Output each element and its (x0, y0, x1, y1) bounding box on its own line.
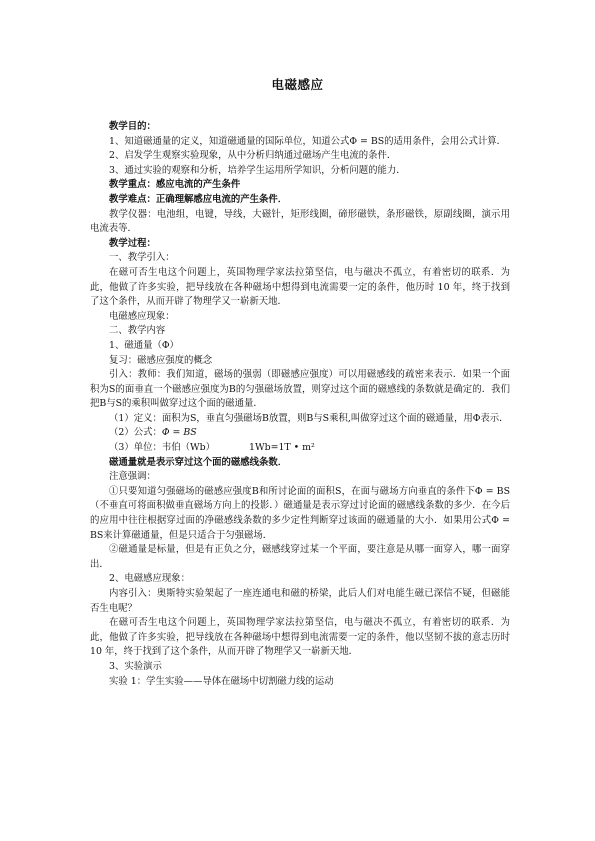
flux-summary: 磁通量就是表示穿过这个面的磁感线条数． (109, 456, 288, 468)
note-2: ②磁通量是标量，但是有正负之分，磁感线穿过某一个平面，要注意是从哪一面穿入，哪一面穿出． (90, 544, 510, 570)
note-1: ①只要知道匀强磁场的磁感应强度B和所讨论面的面积S，在面与磁场方向垂直的条件下Φ = BS（不垂直可将面积做垂直磁场方向上的投影．）磁通量是表示穿过讨论面的磁感线条数的多少．在今后的应用中往往根据穿过面的净磁感线条数的多少定性判断穿过该面的磁通量的大小．如果用公式Φ = BS来计算磁通量，但是只适合于匀强磁场． (90, 485, 510, 541)
document-body (90, 120, 510, 689)
section-1-heading: 一、教学引入： (109, 252, 175, 264)
review-line: 复习：磁感应强度的概念 (109, 354, 213, 366)
unit-label: （3）单位：韦伯（Wb） (109, 442, 215, 454)
objective-3: 3、通过实验的观察和分析，培养学生运用所学知识，分析问题的能力． (109, 164, 406, 176)
unit-relation: 1Wb=1T • m² (248, 442, 315, 454)
objective-2: 2、启发学生观察实验现象，从中分析归纳通过磁场产生电流的条件． (109, 150, 397, 162)
flux-heading: 1、磁通量（Φ） (109, 339, 179, 351)
content-intro: 内容引入：奥斯特实验架起了一座连通电和磁的桥梁，此后人们对电能生磁已深信不疑，但磁能否生电呢？ (90, 588, 510, 614)
intro-paragraph: 在磁可否生电这个问题上，英国物理学家法拉第坚信，电与磁决不孤立，有着密切的联系．为此，他做了许多实验，把导线放在各种磁场中想得到电流需要一定的条件，他历时 10 年，终于找到了这个条件，从而开辟了物理学又一崭新天地． (90, 266, 510, 308)
equipment: 教学仪器：电池组，电键，导线，大磁针，矩形线圈，碲形磁铁，条形磁铁，原副线圈，演示用电流表等． (90, 208, 510, 235)
faraday-paragraph: 在磁可否生电这个问题上，英国物理学家法拉第坚信，电与磁决不孤立，有着密切的联系．为此，他做了许多实验，把导线放在各种磁场中想得到电流需要一定的条件，他以坚韧不拔的意志历时 10 年，终于找到了这个条件，从而开辟了物理学又一崭新天地． (90, 617, 510, 658)
section-2-heading: 二、教学内容 (109, 325, 166, 337)
key-point: 教学重点：感应电流的产生条件 (109, 179, 241, 191)
flux-unit-line (90, 441, 510, 456)
formula-label: （2）公式： (109, 427, 162, 439)
lead-in-paragraph: 引入：教师：我们知道，磁场的强弱（即磁感应强度）可以用磁感线的疏密来表示．如果一个面积为S的面垂直一个磁感应强度为B的匀强磁场放置，则穿过这个面的磁感线的条数就是确定的．我们把B与S的乘积叫做穿过这个面的磁通量． (90, 369, 510, 410)
difficulty: 教学难点：正确理解感应电流的产生条件． (109, 193, 288, 205)
process-heading: 教学过程： (109, 237, 156, 249)
experiment-1: 实验 1：学生实验——导体在磁场中切割磁力线的运动 (109, 675, 334, 687)
flux-formula-line (90, 426, 510, 441)
emi-heading: 2、电磁感应现象： (109, 573, 190, 585)
emi-label: 电磁感应现象： (109, 310, 175, 322)
demo-heading: 3、实验演示 (109, 660, 162, 672)
flux-definition: （1）定义：面积为S，垂直匀强磁场B放置，则B与S乘积,叫做穿过这个面的磁通量，用Φ表示． (109, 412, 509, 424)
flux-formula: Φ = BS (161, 427, 197, 439)
note-heading: 注意强调： (109, 471, 156, 483)
page-title: 电磁感应 (271, 77, 324, 92)
objective-1: 1、知道磁通量的定义，知道磁通量的国际单位，知道公式Φ = BS的适用条件，会用公式计算． (109, 135, 507, 147)
objectives-heading: 教学目的： (109, 121, 156, 132)
